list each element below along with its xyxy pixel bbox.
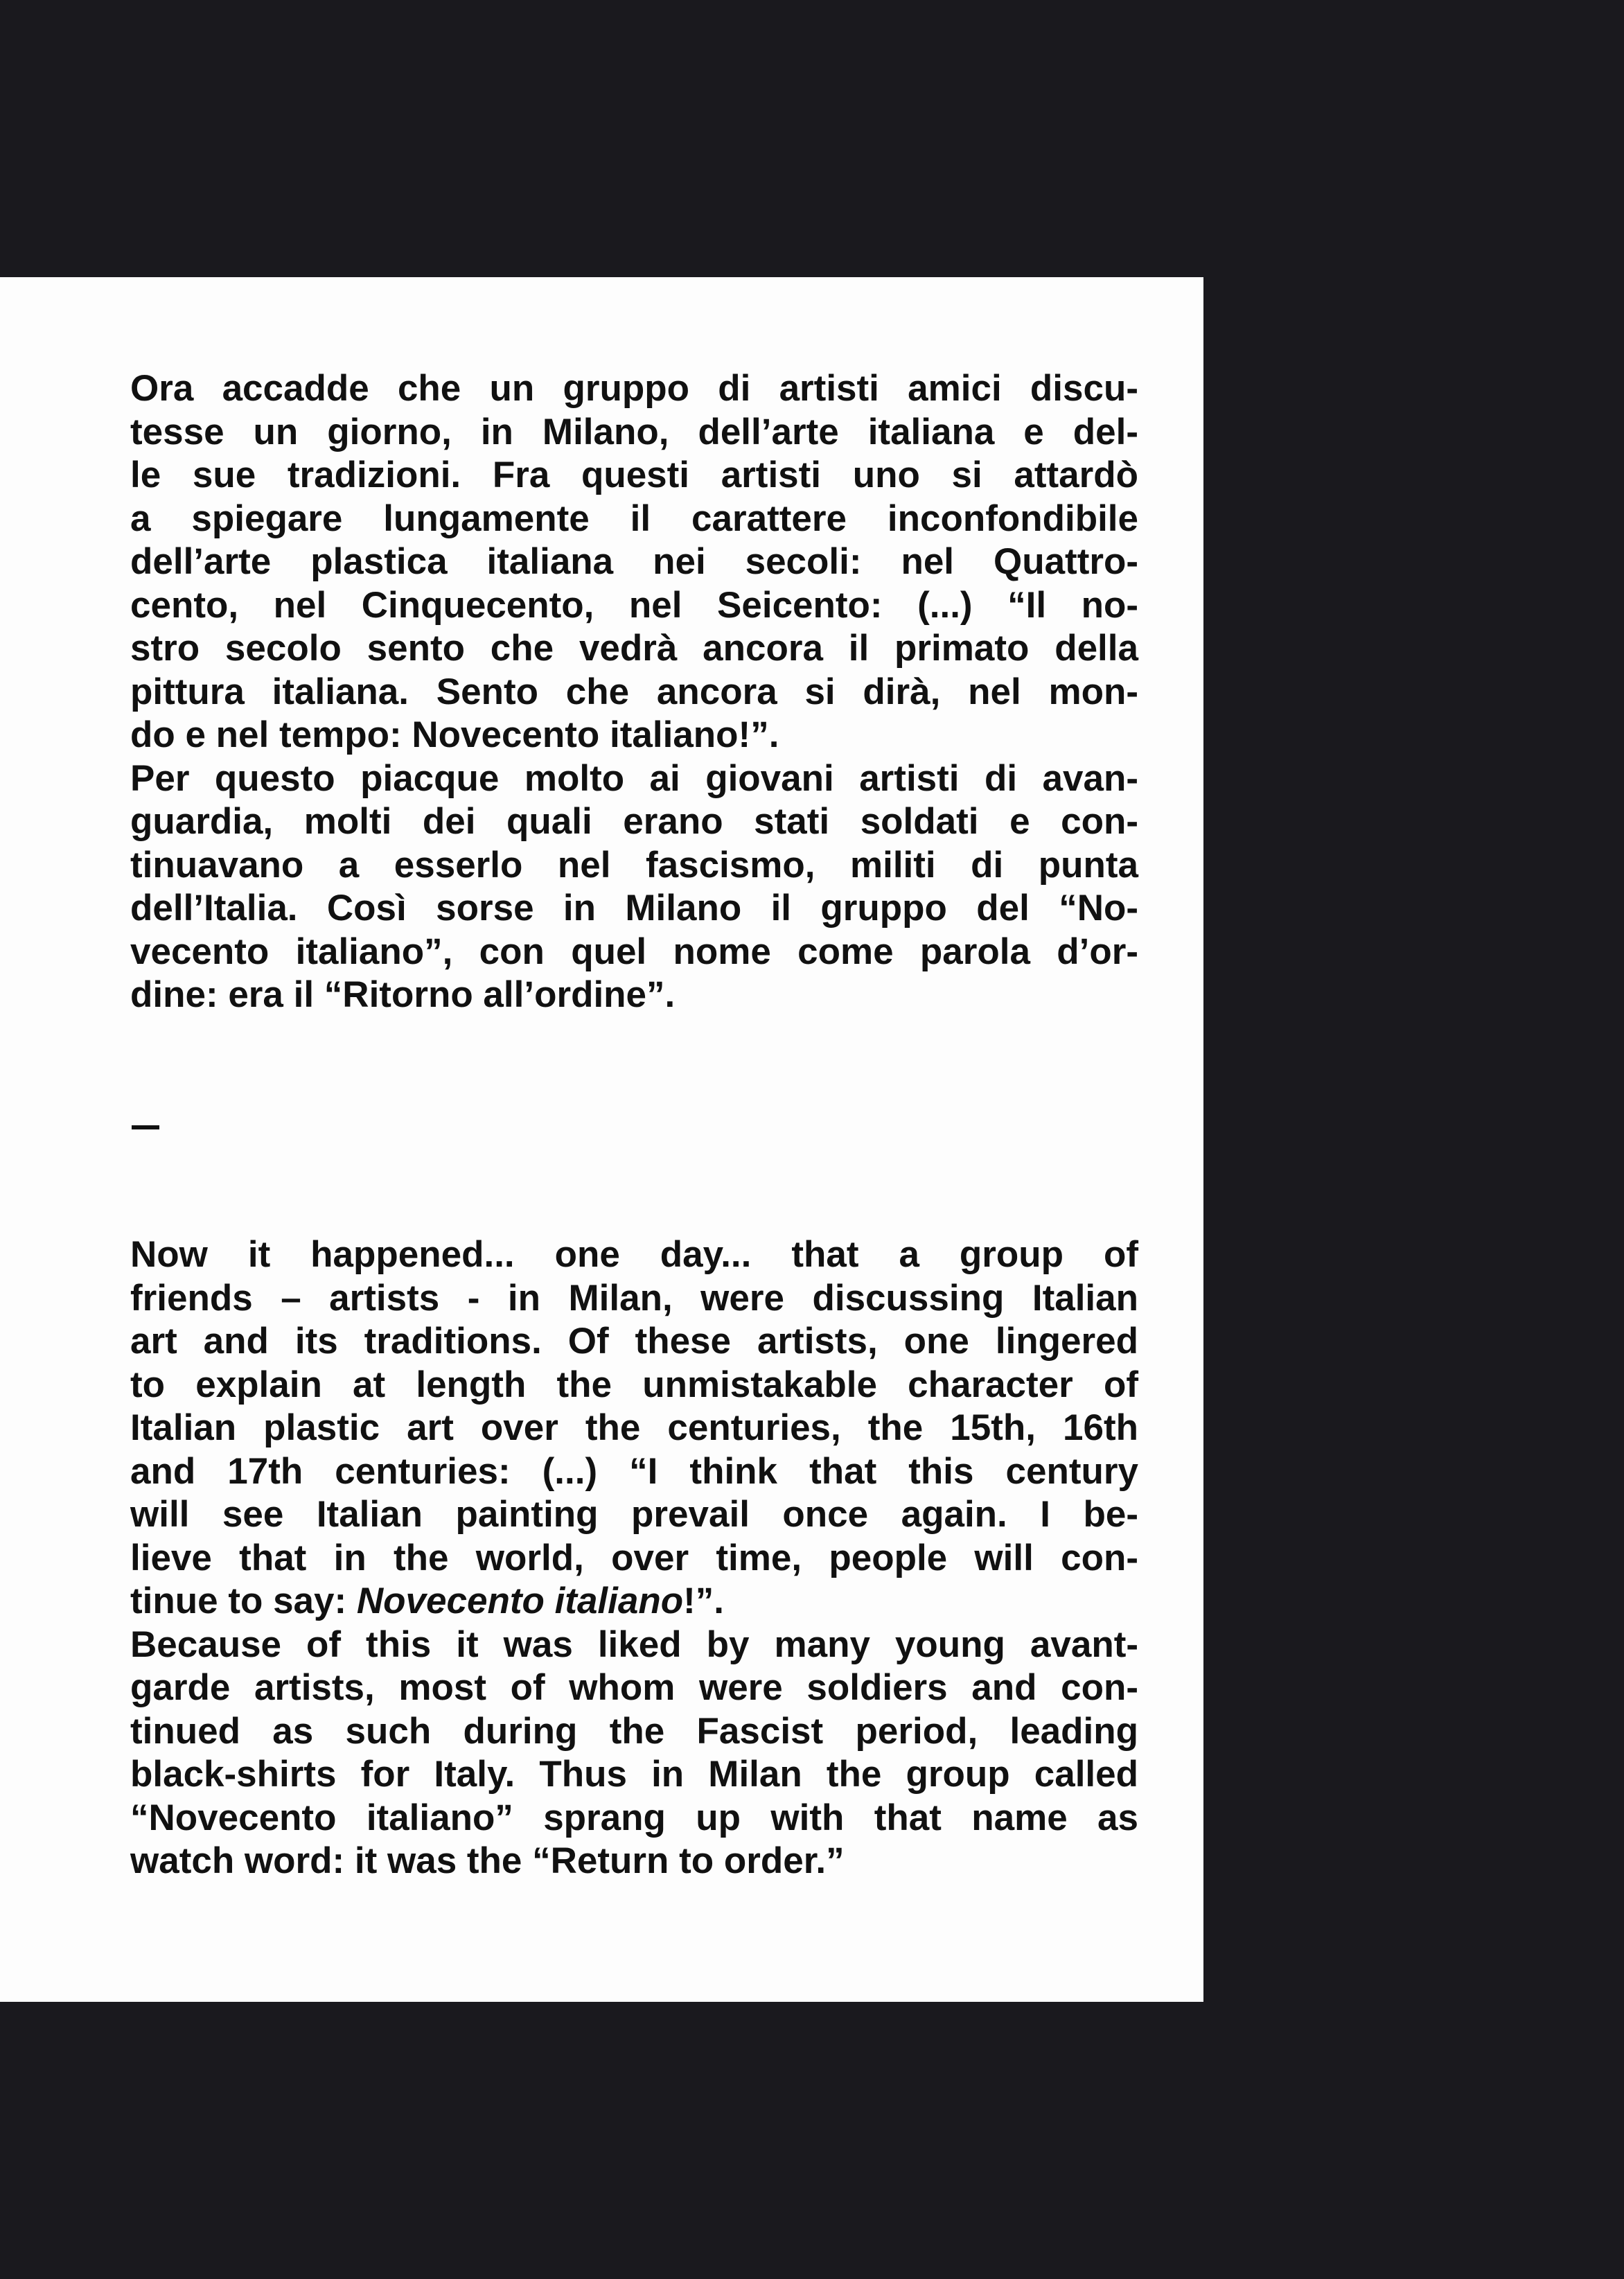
text-line: black-shirts for Italy. Thus in Milan the group called xyxy=(130,1754,1138,1795)
text-fragment: tinue to say: xyxy=(130,1581,357,1621)
text-fragment: !”. xyxy=(683,1581,724,1621)
text-line: dine: era il “Ritorno all’ordine”. xyxy=(130,974,676,1015)
english-paragraph-1 xyxy=(130,1233,1138,1624)
english-text-block xyxy=(130,1233,1138,1883)
text-line: “Novecento italiano” sprang up with that name as xyxy=(130,1797,1138,1838)
text-line: le sue tradizioni. Fra questi artisti uno si attardò xyxy=(130,455,1138,495)
text-line: stro secolo sento che vedrà ancora il primato della xyxy=(130,628,1138,669)
text-line: tinuavano a esserlo nel fascismo, militi di punta xyxy=(130,844,1138,886)
text-line: do e nel tempo: Novecento italiano!”. xyxy=(130,714,779,755)
text-line: Because of this it was liked by many young avant- xyxy=(130,1624,1138,1665)
text-line: to explain at length the unmistakable character of xyxy=(130,1364,1138,1405)
text-line: guardia, molti dei quali erano stati soldati e con- xyxy=(130,801,1138,842)
text-line: Per questo piacque molto ai giovani artisti di avan- xyxy=(130,757,1138,799)
text-line: tinued as such during the Fascist period, leading xyxy=(130,1710,1138,1752)
text-line: Italian plastic art over the centuries, the 15th, 16th xyxy=(130,1407,1138,1448)
text-line: vecento italiano”, con quel nome come parola d’or- xyxy=(130,931,1138,972)
italic-title: Novecento italiano xyxy=(356,1581,684,1621)
text-line: will see Italian painting prevail once again. I be- xyxy=(130,1494,1138,1535)
document-page xyxy=(0,277,1203,2002)
text-line: lieve that in the world, over time, people will con- xyxy=(130,1537,1138,1578)
text-line: garde artists, most of whom were soldiers and con- xyxy=(130,1667,1138,1708)
italian-paragraph-2 xyxy=(130,757,1138,1017)
text-line: and 17th centuries: (...) “I think that this century xyxy=(130,1450,1138,1492)
text-line: Now it happened... one day... that a group of xyxy=(130,1234,1138,1275)
text-line: dell’arte plastica italiana nei secoli: nel Quattro- xyxy=(130,541,1138,582)
text-line: dell’Italia. Così sorse in Milano il gruppo del “No- xyxy=(130,888,1138,929)
text-line: art and its traditions. Of these artists, one lingered xyxy=(130,1321,1138,1362)
english-paragraph-2 xyxy=(130,1624,1138,1883)
italian-paragraph-1 xyxy=(130,367,1138,757)
text-line: pittura italiana. Sento che ancora si dirà, nel mon- xyxy=(130,671,1138,712)
text-line: friends – artists - in Milan, were discussing Italian xyxy=(130,1277,1138,1319)
text-line: tesse un giorno, in Milano, dell’arte italiana e del- xyxy=(130,411,1138,452)
text-line: Ora accadde che un gruppo di artisti amici discu- xyxy=(130,368,1138,409)
text-line: cento, nel Cinquecento, nel Seicento: (...) “Il no- xyxy=(130,584,1138,626)
text-line: watch word: it was the “Return to order.” xyxy=(130,1840,845,1881)
text-line: a spiegare lungamente il carattere inconfondibile xyxy=(130,498,1138,539)
section-separator-dash xyxy=(132,1125,159,1129)
text-line xyxy=(130,1580,1138,1624)
italian-text-block xyxy=(130,367,1138,1017)
